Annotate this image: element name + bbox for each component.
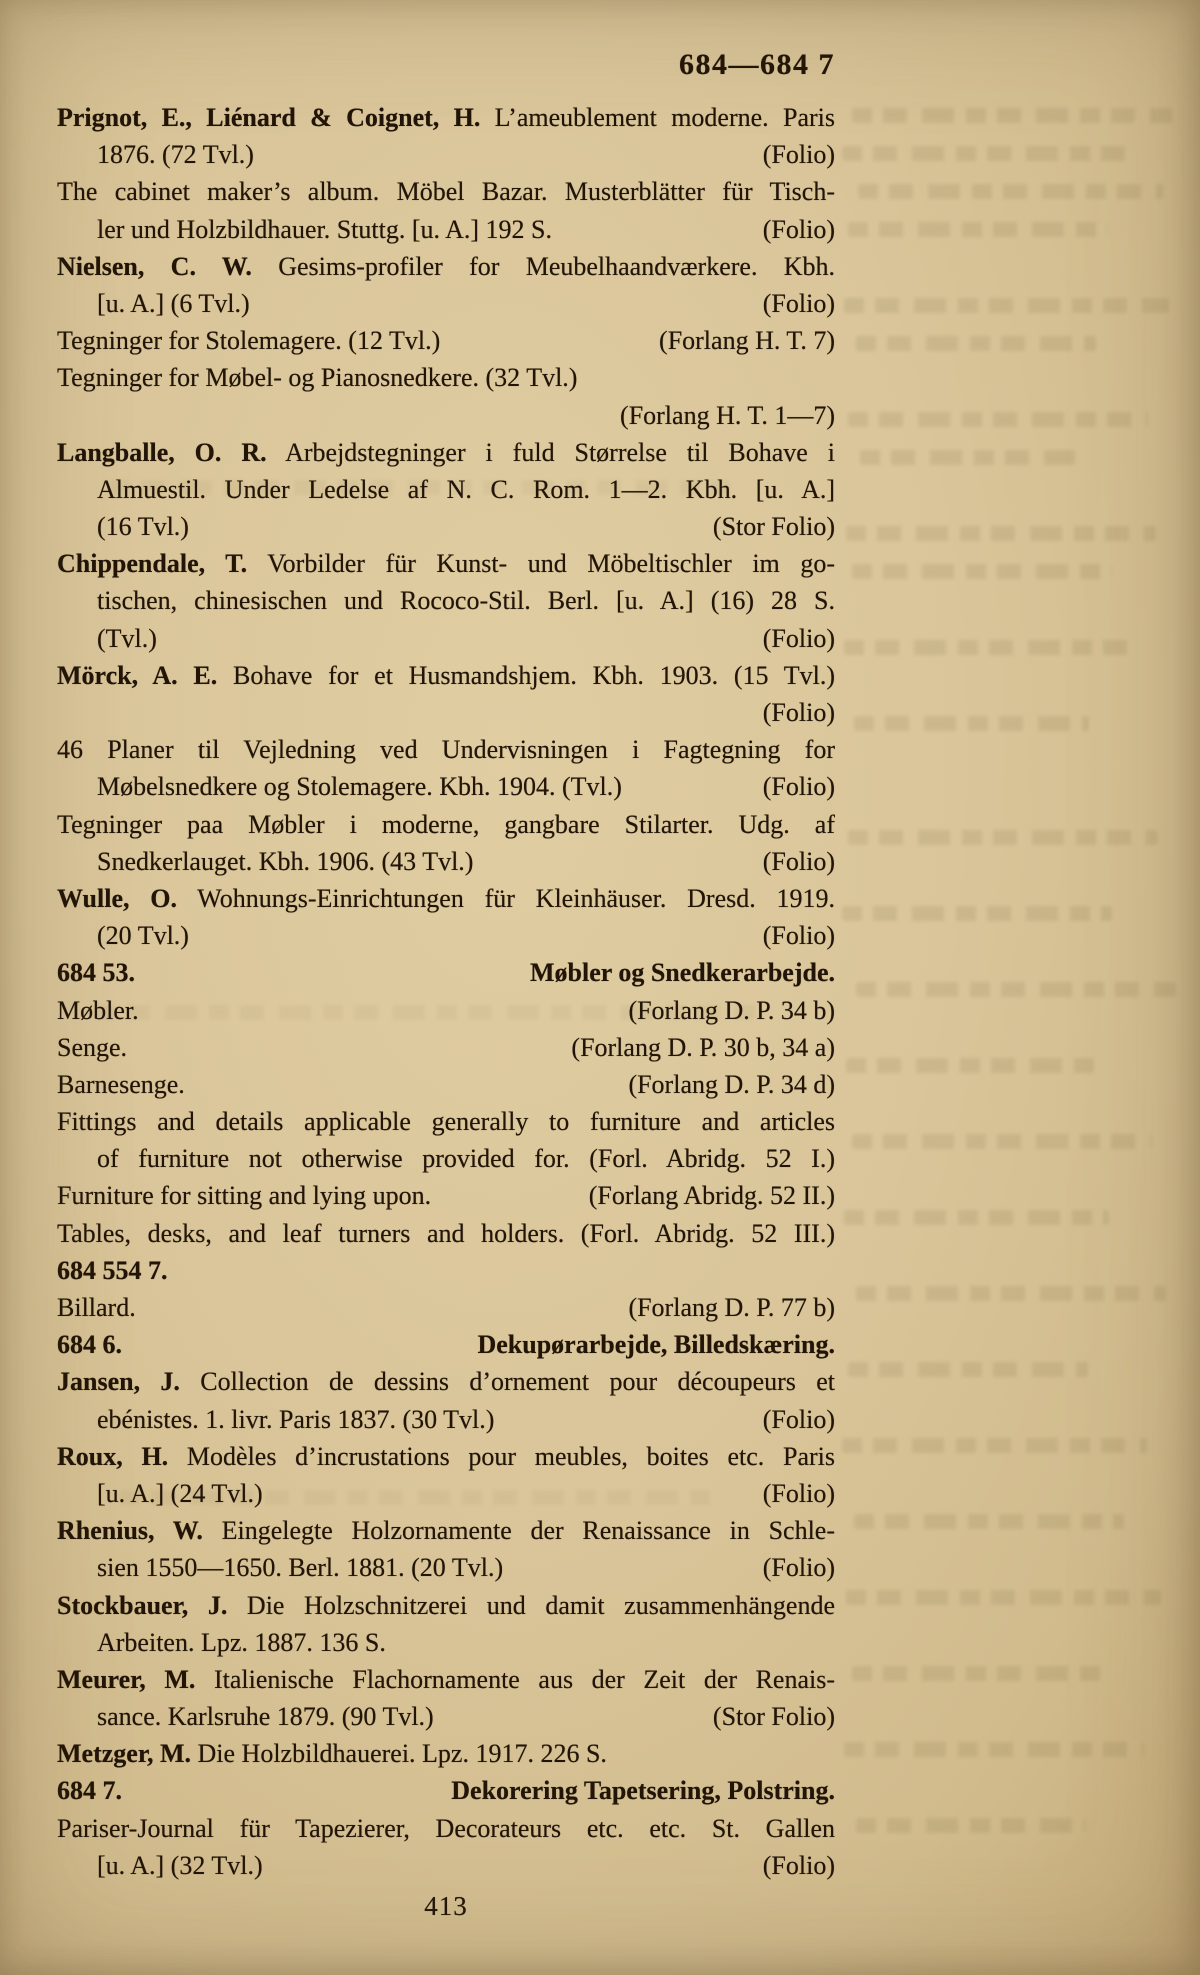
- text-line: [57, 917, 835, 954]
- bleedthrough-mark: [856, 982, 1176, 997]
- text-line: [57, 173, 835, 210]
- text-line: [57, 1066, 835, 1103]
- entry-heading: Meurer, M.: [57, 1664, 196, 1694]
- text-line: [57, 1215, 835, 1252]
- text-line: [57, 1103, 835, 1140]
- entry-left: [57, 1177, 431, 1214]
- entry-reference: (Folio): [762, 140, 835, 170]
- text-line: [57, 322, 835, 359]
- text-line: [57, 992, 835, 1029]
- bleedthrough-mark: [856, 336, 1096, 351]
- bleedthrough-mark: [852, 1134, 1152, 1149]
- text-line: [57, 768, 835, 805]
- text-line: [57, 1661, 835, 1698]
- entry-reference: Møbler og Snedkerarbejde.: [530, 958, 835, 988]
- bleedthrough-mark: [844, 1742, 1144, 1757]
- entry-text: Tables, desks, and leaf turners and holders. (Forl. Abridg. 52 III.): [57, 1218, 835, 1248]
- entry-text: sien 1550—1650. Berl. 1881. (20 Tvl.): [97, 1553, 504, 1583]
- text-line: [57, 1512, 835, 1549]
- entry-left: [97, 768, 622, 805]
- text-line: [57, 211, 835, 248]
- entry-left: [57, 1326, 122, 1363]
- text-line: [57, 136, 835, 173]
- entry-reference: (Folio): [762, 1553, 835, 1583]
- entry-heading: 684 7.: [57, 1776, 122, 1806]
- entry-text: Barnesenge.: [57, 1069, 185, 1099]
- bleedthrough-mark: [844, 640, 1139, 655]
- entry-heading: Prignot, E., Liénard & Coignet, H.: [57, 103, 481, 132]
- entry-left: [57, 1219, 835, 1248]
- text-line: [57, 694, 835, 731]
- entry-text: of furniture not otherwise provided for. (Forl. Abridg. 52 I.): [97, 1144, 835, 1174]
- text-line: [57, 843, 835, 880]
- text-line: [57, 1326, 835, 1363]
- bleedthrough-mark: [846, 1058, 1101, 1073]
- entry-reference: (Folio): [762, 623, 835, 653]
- bleedthrough-mark: [848, 412, 1148, 427]
- text-line: [57, 1810, 835, 1847]
- entry-text: Billard.: [57, 1293, 136, 1322]
- entry-left: [97, 285, 250, 322]
- entry-heading: Stockbauer, J.: [57, 1590, 228, 1620]
- text-line: [57, 880, 835, 917]
- entry-heading: Langballe, O. R.: [57, 437, 267, 467]
- entry-text: Italienische Flachornamente aus der Zeit der Renais-: [213, 1664, 835, 1694]
- entry-text: Collection de dessins d’ornement pour découpeurs et: [200, 1367, 835, 1397]
- entry-text: The cabinet maker’s album. Möbel Bazar. Musterblätter für Tisch-: [57, 177, 835, 207]
- bleedthrough-mark: [842, 906, 1112, 921]
- entry-left: [57, 1772, 122, 1809]
- entry-left: [97, 136, 254, 173]
- entry-text: Wohnungs-Einrichtungen für Kleinhäuser. Dresd. 1919.: [197, 883, 835, 913]
- entry-text: Tegninger for Møbel- og Pianosnedkere. (32 Tvl.): [57, 363, 578, 393]
- entry-heading: Roux, H.: [57, 1441, 169, 1471]
- entry-left: [57, 252, 835, 281]
- text-line: [57, 285, 835, 322]
- entry-text: (16 Tvl.): [97, 512, 189, 542]
- text-line: [57, 434, 835, 471]
- entry-text: Vorbilder für Kunst- und Möbeltischler im go-: [267, 549, 835, 579]
- entry-text: Tegninger for Stolemagere. (12 Tvl.): [57, 326, 441, 356]
- entry-text: Almuestil. Under Ledelse af N. C. Rom. 1—2. Kbh. [u. A.]: [97, 474, 835, 504]
- entry-left: [57, 1029, 127, 1066]
- entry-heading: 684 53.: [57, 958, 135, 988]
- text-line: [57, 397, 835, 434]
- entry-left: [97, 1549, 503, 1586]
- bleedthrough-mark: [852, 1666, 1102, 1681]
- entry-left: [97, 508, 189, 545]
- text-line: [57, 1587, 835, 1624]
- entry-heading: Rhenius, W.: [57, 1516, 203, 1546]
- text-line: [57, 1140, 835, 1177]
- entry-reference: (Folio): [762, 698, 835, 727]
- text-line: [57, 1549, 835, 1586]
- entry-text: L’ameublement moderne. Paris: [494, 103, 835, 132]
- entry-reference: (Folio): [762, 846, 835, 876]
- text-line: [57, 582, 835, 619]
- entry-heading: 684 6.: [57, 1330, 122, 1360]
- entry-left: [97, 1847, 263, 1884]
- bleedthrough-mark: [854, 716, 1089, 731]
- entry-left: [97, 620, 157, 657]
- entry-text: Møbler.: [57, 995, 139, 1025]
- entry-reference: (Folio): [762, 1850, 835, 1880]
- entry-text: Snedkerlauget. Kbh. 1906. (43 Tvl.): [97, 846, 474, 876]
- entry-reference: (Forlang H. T. 1—7): [620, 400, 835, 430]
- entry-reference: (Folio): [762, 1478, 835, 1508]
- entry-text: (20 Tvl.): [97, 921, 189, 951]
- bleedthrough-mark: [844, 1210, 1109, 1225]
- entry-left: [57, 884, 835, 913]
- entry-left: [57, 1739, 607, 1768]
- entry-left: [97, 586, 835, 615]
- entry-text: Tegninger paa Møbler i moderne, gangbare Stilarter. Udg. af: [57, 809, 835, 839]
- entry-left: [57, 1516, 835, 1545]
- entry-reference: (Folio): [762, 1404, 835, 1434]
- entry-heading: 684 554 7.: [57, 1255, 168, 1285]
- entry-heading: Nielsen, C. W.: [57, 251, 252, 281]
- entry-text: ebénistes. 1. livr. Paris 1837. (30 Tvl.): [97, 1404, 495, 1434]
- text-line: [57, 99, 835, 136]
- bleedthrough-mark: [848, 830, 1158, 845]
- entry-text: Modèles d’incrustations pour meubles, boites etc. Paris: [186, 1441, 835, 1471]
- entry-left: [97, 1628, 386, 1657]
- entry-reference: (Folio): [762, 921, 835, 951]
- text-line: [57, 471, 835, 508]
- text-line: [57, 1735, 835, 1772]
- entry-left: [97, 1475, 263, 1512]
- entry-left: [97, 211, 552, 248]
- entry-reference: (Folio): [762, 288, 835, 318]
- entry-text: Furniture for sitting and lying upon.: [57, 1181, 432, 1211]
- text-line: [57, 248, 835, 285]
- entry-text: 1876. (72 Tvl.): [97, 140, 254, 170]
- entry-left: [97, 1144, 835, 1173]
- page-number: 413: [424, 1891, 468, 1921]
- entry-left: [97, 1401, 494, 1438]
- entry-reference: (Folio): [762, 214, 835, 244]
- bleedthrough-mark: [856, 1286, 1166, 1301]
- text-line: [57, 1772, 835, 1809]
- entry-reference: (Stor Folio): [712, 1702, 835, 1732]
- bleedthrough-mark: [848, 222, 1108, 237]
- entry-left: [57, 735, 835, 764]
- bleedthrough-mark: [860, 450, 1075, 465]
- entry-text: Senge.: [57, 1032, 128, 1062]
- entry-reference: (Forlang D. P. 30 b, 34 a): [571, 1032, 835, 1062]
- text-line: [57, 1363, 835, 1400]
- text-block: [57, 99, 835, 1884]
- text-line: [57, 731, 835, 768]
- text-line: [57, 1438, 835, 1475]
- entry-text: Die Holzschnitzerei und damit zusammenhängende: [246, 1590, 835, 1620]
- entry-left: [57, 661, 835, 690]
- text-line: [57, 1624, 835, 1661]
- text-line: [57, 806, 835, 843]
- entry-left: [57, 1066, 185, 1103]
- entry-heading: Chippendale, T.: [57, 549, 248, 579]
- entry-left: [57, 177, 835, 206]
- entry-text: Die Holzbildhauerei. Lpz. 1917. 226 S.: [197, 1739, 607, 1769]
- bleedthrough-mark: [848, 1362, 1088, 1377]
- bleedthrough-mark: [856, 1818, 1086, 1833]
- entry-left: [57, 1289, 136, 1326]
- entry-heading: Jansen, J.: [57, 1367, 180, 1397]
- entry-reference: (Stor Folio): [712, 512, 835, 542]
- entry-reference: (Forlang D. P. 34 b): [628, 995, 835, 1025]
- entry-reference: (Forlang H. T. 7): [659, 326, 835, 356]
- entry-text: Bohave for et Husmandshjem. Kbh. 1903. (15 Tvl.): [232, 660, 835, 690]
- entry-heading: Metzger, M.: [57, 1739, 192, 1769]
- text-line: [57, 1698, 835, 1735]
- entry-left: [57, 1442, 835, 1471]
- text-line: [57, 1475, 835, 1512]
- entry-reference: (Forlang D. P. 77 b): [628, 1293, 835, 1322]
- bleedthrough-mark: [846, 526, 1156, 541]
- entry-heading: Wulle, O.: [57, 883, 177, 913]
- entry-text: Fittings and details applicable generally to furniture and articles: [57, 1107, 835, 1137]
- entry-left: [97, 917, 189, 954]
- entry-text: [u. A.] (24 Tvl.): [97, 1478, 263, 1508]
- entry-left: [97, 843, 473, 880]
- entry-left: [57, 363, 577, 392]
- text-line: [57, 1289, 835, 1326]
- text-line: [57, 1177, 835, 1214]
- bleedthrough-mark: [858, 184, 1163, 199]
- entry-left: [57, 1107, 835, 1136]
- bleedthrough-mark: [842, 146, 1127, 161]
- entry-left: [57, 1256, 168, 1285]
- entry-left: [57, 1665, 835, 1694]
- page-header-number: 684—684 7: [679, 48, 835, 81]
- entry-text: [u. A.] (32 Tvl.): [97, 1850, 263, 1880]
- text-line: [57, 1847, 835, 1884]
- text-line: [57, 1252, 835, 1289]
- entry-reference: Dekupørarbejde, Billedskæring.: [477, 1330, 835, 1360]
- entry-text: Pariser-Journal für Tapezierer, Decorateurs etc. etc. St. Gallen: [57, 1813, 835, 1843]
- entry-left: [57, 1814, 835, 1843]
- entry-left: [57, 549, 835, 578]
- entry-text: 46 Planer til Vejledning ved Undervisningen i Fagtegning for: [57, 735, 835, 765]
- text-line: [57, 359, 835, 396]
- entry-text: Eingelegte Holzornamente der Renaissance in Schle-: [221, 1516, 835, 1546]
- entry-left: [97, 1698, 434, 1735]
- entry-text: (Tvl.): [97, 623, 157, 653]
- entry-text: ler und Holzbildhauer. Stuttg. [u. A.] 192 S.: [97, 214, 552, 244]
- entry-reference: Dekorering Tapetsering, Polstring.: [451, 1776, 835, 1806]
- entry-text: Arbeiten. Lpz. 1887. 136 S.: [97, 1627, 386, 1657]
- bleedthrough-mark: [852, 564, 1112, 579]
- bleedthrough-mark: [842, 1438, 1147, 1453]
- text-line: [57, 954, 835, 991]
- entry-left: [57, 1367, 835, 1396]
- entry-text: Arbejdstegninger i fuld Størrelse til Bohave i: [285, 437, 835, 467]
- text-line: [57, 508, 835, 545]
- entry-left: [57, 322, 440, 359]
- entry-left: [57, 992, 139, 1029]
- entry-text: sance. Karlsruhe 1879. (90 Tvl.): [97, 1702, 434, 1732]
- entry-left: [57, 1591, 835, 1620]
- entry-left: [57, 954, 135, 991]
- text-line: [57, 657, 835, 694]
- entry-reference: (Forlang D. P. 34 d): [628, 1069, 835, 1099]
- bleedthrough-mark: [854, 1514, 1124, 1529]
- bleedthrough-mark: [844, 298, 1169, 313]
- bleedthrough-mark: [852, 108, 1172, 123]
- entry-text: [u. A.] (6 Tvl.): [97, 288, 250, 318]
- entry-left: [57, 438, 835, 467]
- entry-text: Gesims-profiler for Meubelhaandværkere. Kbh.: [278, 251, 835, 281]
- entry-left: [57, 810, 835, 839]
- entry-left: [57, 103, 835, 132]
- bleedthrough-mark: [846, 1590, 1161, 1605]
- entry-reference: (Folio): [762, 772, 835, 802]
- entry-text: Møbelsnedkere og Stolemagere. Kbh. 1904. (Tvl.): [97, 772, 622, 802]
- entry-text: tischen, chinesischen und Rococo-Stil. Berl. [u. A.] (16) 28 S.: [97, 586, 835, 616]
- text-line: [57, 545, 835, 582]
- entry-reference: (Forlang Abridg. 52 II.): [588, 1181, 835, 1211]
- text-line: [57, 620, 835, 657]
- entry-left: [97, 475, 835, 504]
- text-line: [57, 1401, 835, 1438]
- entry-heading: Mörck, A. E.: [57, 660, 218, 690]
- text-line: [57, 1029, 835, 1066]
